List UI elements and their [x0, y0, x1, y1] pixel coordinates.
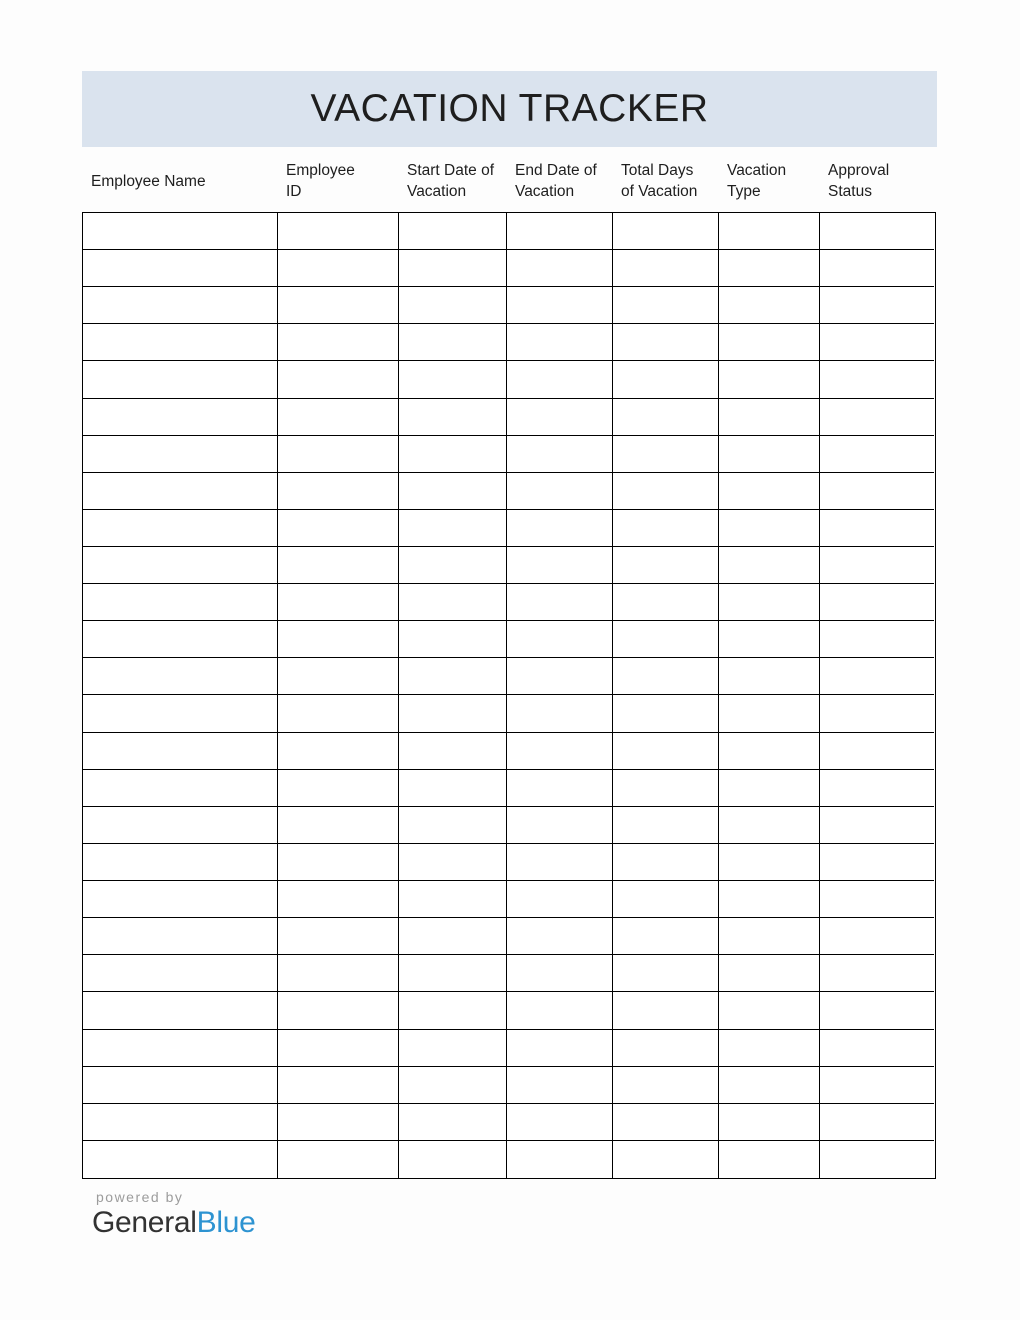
table-cell-row23-approval-status[interactable]: [820, 1030, 934, 1067]
table-cell-row18-approval-status[interactable]: [820, 844, 934, 881]
page-title: VACATION TRACKER: [310, 87, 709, 130]
table-cell-row11-vacation-type[interactable]: [719, 584, 820, 621]
table-cell-row19-end-date-of-vacation[interactable]: [507, 881, 613, 918]
table-cell-row16-employee-id[interactable]: [278, 770, 399, 807]
table-cell-row19-approval-status[interactable]: [820, 881, 934, 918]
table-cell-row2-approval-status[interactable]: [820, 250, 934, 287]
table-cell-row12-vacation-type[interactable]: [719, 621, 820, 658]
table-cell-row5-start-date-of-vacation[interactable]: [399, 361, 507, 398]
table-cell-row25-vacation-type[interactable]: [719, 1104, 820, 1141]
table-cell-row2-total-days-of-vacation[interactable]: [613, 250, 719, 287]
table-cell-row5-end-date-of-vacation[interactable]: [507, 361, 613, 398]
table-cell-row1-vacation-type[interactable]: [719, 213, 820, 250]
column-header-vacation-type: Vacation Type: [727, 162, 787, 200]
table-cell-row14-total-days-of-vacation[interactable]: [613, 695, 719, 732]
table-cell-row13-approval-status[interactable]: [820, 658, 934, 695]
table-cell-row3-total-days-of-vacation[interactable]: [613, 287, 719, 324]
table-cell-row18-employee-name[interactable]: [83, 844, 278, 881]
vacation-table-grid: [82, 212, 936, 1179]
table-cell-row22-employee-id[interactable]: [278, 992, 399, 1029]
table-cell-row10-total-days-of-vacation[interactable]: [613, 547, 719, 584]
table-cell-row1-employee-name[interactable]: [83, 213, 278, 250]
table-cell-row6-employee-name[interactable]: [83, 399, 278, 436]
table-cell-row5-employee-name[interactable]: [83, 361, 278, 398]
table-cell-row10-employee-id[interactable]: [278, 547, 399, 584]
table-cell-row20-end-date-of-vacation[interactable]: [507, 918, 613, 955]
table-cell-row24-employee-id[interactable]: [278, 1067, 399, 1104]
column-header-end-date-of-vacation: End Date of Vacation: [515, 162, 597, 200]
table-cell-row9-total-days-of-vacation[interactable]: [613, 510, 719, 547]
table-cell-row18-end-date-of-vacation[interactable]: [507, 844, 613, 881]
table-cell-row21-start-date-of-vacation[interactable]: [399, 955, 507, 992]
table-cell-row22-total-days-of-vacation[interactable]: [613, 992, 719, 1029]
title-bar: [82, 71, 937, 147]
table-cell-row9-start-date-of-vacation[interactable]: [399, 510, 507, 547]
table-cell-row7-start-date-of-vacation[interactable]: [399, 436, 507, 473]
table-cell-row12-total-days-of-vacation[interactable]: [613, 621, 719, 658]
table-cell-row12-start-date-of-vacation[interactable]: [399, 621, 507, 658]
table-cell-row15-employee-name[interactable]: [83, 733, 278, 770]
table-cell-row20-start-date-of-vacation[interactable]: [399, 918, 507, 955]
table-cell-row20-employee-name[interactable]: [83, 918, 278, 955]
table-cell-row14-vacation-type[interactable]: [719, 695, 820, 732]
table-cell-row5-approval-status[interactable]: [820, 361, 934, 398]
table-cell-row23-employee-name[interactable]: [83, 1030, 278, 1067]
table-cell-row5-vacation-type[interactable]: [719, 361, 820, 398]
table-cell-row8-end-date-of-vacation[interactable]: [507, 473, 613, 510]
table-cell-row1-end-date-of-vacation[interactable]: [507, 213, 613, 250]
table-cell-row10-approval-status[interactable]: [820, 547, 934, 584]
table-cell-row4-vacation-type[interactable]: [719, 324, 820, 361]
table-cell-row26-end-date-of-vacation[interactable]: [507, 1141, 613, 1178]
table-cell-row6-approval-status[interactable]: [820, 399, 934, 436]
table-cell-row25-start-date-of-vacation[interactable]: [399, 1104, 507, 1141]
table-cell-row16-vacation-type[interactable]: [719, 770, 820, 807]
table-cell-row24-employee-name[interactable]: [83, 1067, 278, 1104]
table-cell-row8-employee-id[interactable]: [278, 473, 399, 510]
table-cell-row7-employee-name[interactable]: [83, 436, 278, 473]
table-cell-row3-approval-status[interactable]: [820, 287, 934, 324]
table-cell-row18-total-days-of-vacation[interactable]: [613, 844, 719, 881]
table-cell-row26-approval-status[interactable]: [820, 1141, 934, 1178]
table-cell-row21-employee-id[interactable]: [278, 955, 399, 992]
table-cell-row24-total-days-of-vacation[interactable]: [613, 1067, 719, 1104]
table-cell-row10-end-date-of-vacation[interactable]: [507, 547, 613, 584]
table-cell-row25-total-days-of-vacation[interactable]: [613, 1104, 719, 1141]
table-cell-row4-start-date-of-vacation[interactable]: [399, 324, 507, 361]
table-cell-row20-vacation-type[interactable]: [719, 918, 820, 955]
table-cell-row26-employee-id[interactable]: [278, 1141, 399, 1178]
table-cell-row12-employee-id[interactable]: [278, 621, 399, 658]
column-header-start-date-of-vacation: Start Date of Vacation: [407, 162, 495, 200]
table-cell-row13-employee-id[interactable]: [278, 658, 399, 695]
table-cell-row3-employee-id[interactable]: [278, 287, 399, 324]
table-cell-row8-total-days-of-vacation[interactable]: [613, 473, 719, 510]
table-cell-row11-end-date-of-vacation[interactable]: [507, 584, 613, 621]
table-cell-row11-employee-name[interactable]: [83, 584, 278, 621]
table-cell-row2-start-date-of-vacation[interactable]: [399, 250, 507, 287]
table-cell-row14-employee-id[interactable]: [278, 695, 399, 732]
table-cell-row6-vacation-type[interactable]: [719, 399, 820, 436]
table-cell-row10-start-date-of-vacation[interactable]: [399, 547, 507, 584]
table-cell-row12-approval-status[interactable]: [820, 621, 934, 658]
table-cell-row19-total-days-of-vacation[interactable]: [613, 881, 719, 918]
table-cell-row8-employee-name[interactable]: [83, 473, 278, 510]
table-cell-row2-employee-name[interactable]: [83, 250, 278, 287]
table-cell-row1-total-days-of-vacation[interactable]: [613, 213, 719, 250]
table-cell-row23-employee-id[interactable]: [278, 1030, 399, 1067]
generalblue-logo: [92, 1206, 256, 1240]
table-cell-row7-total-days-of-vacation[interactable]: [613, 436, 719, 473]
table-cell-row17-approval-status[interactable]: [820, 807, 934, 844]
table-cell-row19-start-date-of-vacation[interactable]: [399, 881, 507, 918]
table-cell-row19-employee-id[interactable]: [278, 881, 399, 918]
table-cell-row9-end-date-of-vacation[interactable]: [507, 510, 613, 547]
table-cell-row8-start-date-of-vacation[interactable]: [399, 473, 507, 510]
table-cell-row16-approval-status[interactable]: [820, 770, 934, 807]
table-cell-row13-employee-name[interactable]: [83, 658, 278, 695]
column-header-employee-name: Employee Name: [91, 172, 206, 190]
table-cell-row6-total-days-of-vacation[interactable]: [613, 399, 719, 436]
table-cell-row3-end-date-of-vacation[interactable]: [507, 287, 613, 324]
table-cell-row18-start-date-of-vacation[interactable]: [399, 844, 507, 881]
table-cell-row15-total-days-of-vacation[interactable]: [613, 733, 719, 770]
table-cell-row4-approval-status[interactable]: [820, 324, 934, 361]
table-cell-row2-employee-id[interactable]: [278, 250, 399, 287]
table-cell-row25-employee-name[interactable]: [83, 1104, 278, 1141]
table-cell-row23-end-date-of-vacation[interactable]: [507, 1030, 613, 1067]
powered-by-label: powered by: [96, 1189, 184, 1205]
table-cell-row1-approval-status[interactable]: [820, 213, 934, 250]
table-cell-row13-total-days-of-vacation[interactable]: [613, 658, 719, 695]
table-cell-row6-start-date-of-vacation[interactable]: [399, 399, 507, 436]
table-cell-row25-employee-id[interactable]: [278, 1104, 399, 1141]
table-cell-row22-vacation-type[interactable]: [719, 992, 820, 1029]
table-cell-row3-start-date-of-vacation[interactable]: [399, 287, 507, 324]
table-cell-row15-employee-id[interactable]: [278, 733, 399, 770]
footer: [92, 1189, 256, 1240]
table-cell-row18-vacation-type[interactable]: [719, 844, 820, 881]
table-cell-row17-vacation-type[interactable]: [719, 807, 820, 844]
table-cell-row20-total-days-of-vacation[interactable]: [613, 918, 719, 955]
table-cell-row21-approval-status[interactable]: [820, 955, 934, 992]
table-cell-row12-end-date-of-vacation[interactable]: [507, 621, 613, 658]
table-cell-row22-approval-status[interactable]: [820, 992, 934, 1029]
table-cell-row19-employee-name[interactable]: [83, 881, 278, 918]
brand-blue-text: Blue: [196, 1206, 256, 1239]
table-cell-row21-total-days-of-vacation[interactable]: [613, 955, 719, 992]
table-cell-row11-start-date-of-vacation[interactable]: [399, 584, 507, 621]
table-cell-row17-employee-name[interactable]: [83, 807, 278, 844]
table-cell-row4-end-date-of-vacation[interactable]: [507, 324, 613, 361]
table-header-row: [82, 157, 936, 205]
table-cell-row11-approval-status[interactable]: [820, 584, 934, 621]
table-cell-row7-end-date-of-vacation[interactable]: [507, 436, 613, 473]
table-cell-row15-vacation-type[interactable]: [719, 733, 820, 770]
table-cell-row9-approval-status[interactable]: [820, 510, 934, 547]
table-cell-row19-vacation-type[interactable]: [719, 881, 820, 918]
table-cell-row13-end-date-of-vacation[interactable]: [507, 658, 613, 695]
table-cell-row4-employee-id[interactable]: [278, 324, 399, 361]
brand-general-text: General: [92, 1206, 197, 1239]
table-cell-row3-vacation-type[interactable]: [719, 287, 820, 324]
column-header-total-days-of-vacation: Total Days of Vacation: [621, 162, 698, 200]
table-cell-row5-total-days-of-vacation[interactable]: [613, 361, 719, 398]
table-cell-row26-employee-name[interactable]: [83, 1141, 278, 1178]
table-cell-row24-end-date-of-vacation[interactable]: [507, 1067, 613, 1104]
table-cell-row20-approval-status[interactable]: [820, 918, 934, 955]
table-cell-row4-employee-name[interactable]: [83, 324, 278, 361]
table-cell-row14-start-date-of-vacation[interactable]: [399, 695, 507, 732]
table-cell-row17-end-date-of-vacation[interactable]: [507, 807, 613, 844]
table-cell-row21-end-date-of-vacation[interactable]: [507, 955, 613, 992]
table-cell-row22-start-date-of-vacation[interactable]: [399, 992, 507, 1029]
table-cell-row14-approval-status[interactable]: [820, 695, 934, 732]
table-cell-row23-total-days-of-vacation[interactable]: [613, 1030, 719, 1067]
table-cell-row24-start-date-of-vacation[interactable]: [399, 1067, 507, 1104]
table-cell-row25-end-date-of-vacation[interactable]: [507, 1104, 613, 1141]
table-cell-row16-total-days-of-vacation[interactable]: [613, 770, 719, 807]
table-cell-row9-employee-id[interactable]: [278, 510, 399, 547]
table-cell-row17-total-days-of-vacation[interactable]: [613, 807, 719, 844]
table-cell-row15-start-date-of-vacation[interactable]: [399, 733, 507, 770]
table-cell-row17-start-date-of-vacation[interactable]: [399, 807, 507, 844]
table-cell-row2-vacation-type[interactable]: [719, 250, 820, 287]
table-cell-row7-approval-status[interactable]: [820, 436, 934, 473]
table-cell-row4-total-days-of-vacation[interactable]: [613, 324, 719, 361]
table-cell-row9-vacation-type[interactable]: [719, 510, 820, 547]
table-cell-row26-total-days-of-vacation[interactable]: [613, 1141, 719, 1178]
table-cell-row16-end-date-of-vacation[interactable]: [507, 770, 613, 807]
table-cell-row21-employee-name[interactable]: [83, 955, 278, 992]
table-cell-row22-employee-name[interactable]: [83, 992, 278, 1029]
table-cell-row18-employee-id[interactable]: [278, 844, 399, 881]
table-cell-row21-vacation-type[interactable]: [719, 955, 820, 992]
table-cell-row24-vacation-type[interactable]: [719, 1067, 820, 1104]
table-cell-row25-approval-status[interactable]: [820, 1104, 934, 1141]
table-cell-row2-end-date-of-vacation[interactable]: [507, 250, 613, 287]
table-cell-row16-employee-name[interactable]: [83, 770, 278, 807]
table-cell-row9-employee-name[interactable]: [83, 510, 278, 547]
table-cell-row10-vacation-type[interactable]: [719, 547, 820, 584]
table-cell-row23-start-date-of-vacation[interactable]: [399, 1030, 507, 1067]
table-cell-row13-vacation-type[interactable]: [719, 658, 820, 695]
table-cell-row8-vacation-type[interactable]: [719, 473, 820, 510]
table-cell-row15-end-date-of-vacation[interactable]: [507, 733, 613, 770]
table-cell-row23-vacation-type[interactable]: [719, 1030, 820, 1067]
table-cell-row26-vacation-type[interactable]: [719, 1141, 820, 1178]
table-cell-row15-approval-status[interactable]: [820, 733, 934, 770]
table-cell-row24-approval-status[interactable]: [820, 1067, 934, 1104]
table-cell-row1-employee-id[interactable]: [278, 213, 399, 250]
column-header-approval-status: Approval Status: [828, 162, 890, 200]
table-cell-row10-employee-name[interactable]: [83, 547, 278, 584]
table-cell-row17-employee-id[interactable]: [278, 807, 399, 844]
table-cell-row6-end-date-of-vacation[interactable]: [507, 399, 613, 436]
table-cell-row1-start-date-of-vacation[interactable]: [399, 213, 507, 250]
table-cell-row11-employee-id[interactable]: [278, 584, 399, 621]
table-cell-row12-employee-name[interactable]: [83, 621, 278, 658]
column-header-employee-id: Employee ID: [286, 162, 355, 200]
table-cell-row7-employee-id[interactable]: [278, 436, 399, 473]
table-cell-row7-vacation-type[interactable]: [719, 436, 820, 473]
table-cell-row14-employee-name[interactable]: [83, 695, 278, 732]
table-cell-row5-employee-id[interactable]: [278, 361, 399, 398]
table-cell-row11-total-days-of-vacation[interactable]: [613, 584, 719, 621]
table-cell-row3-employee-name[interactable]: [83, 287, 278, 324]
table-cell-row20-employee-id[interactable]: [278, 918, 399, 955]
table-cell-row13-start-date-of-vacation[interactable]: [399, 658, 507, 695]
table-cell-row14-end-date-of-vacation[interactable]: [507, 695, 613, 732]
table-cell-row8-approval-status[interactable]: [820, 473, 934, 510]
table-cell-row6-employee-id[interactable]: [278, 399, 399, 436]
table-cell-row26-start-date-of-vacation[interactable]: [399, 1141, 507, 1178]
table-cell-row16-start-date-of-vacation[interactable]: [399, 770, 507, 807]
table-cell-row22-end-date-of-vacation[interactable]: [507, 992, 613, 1029]
